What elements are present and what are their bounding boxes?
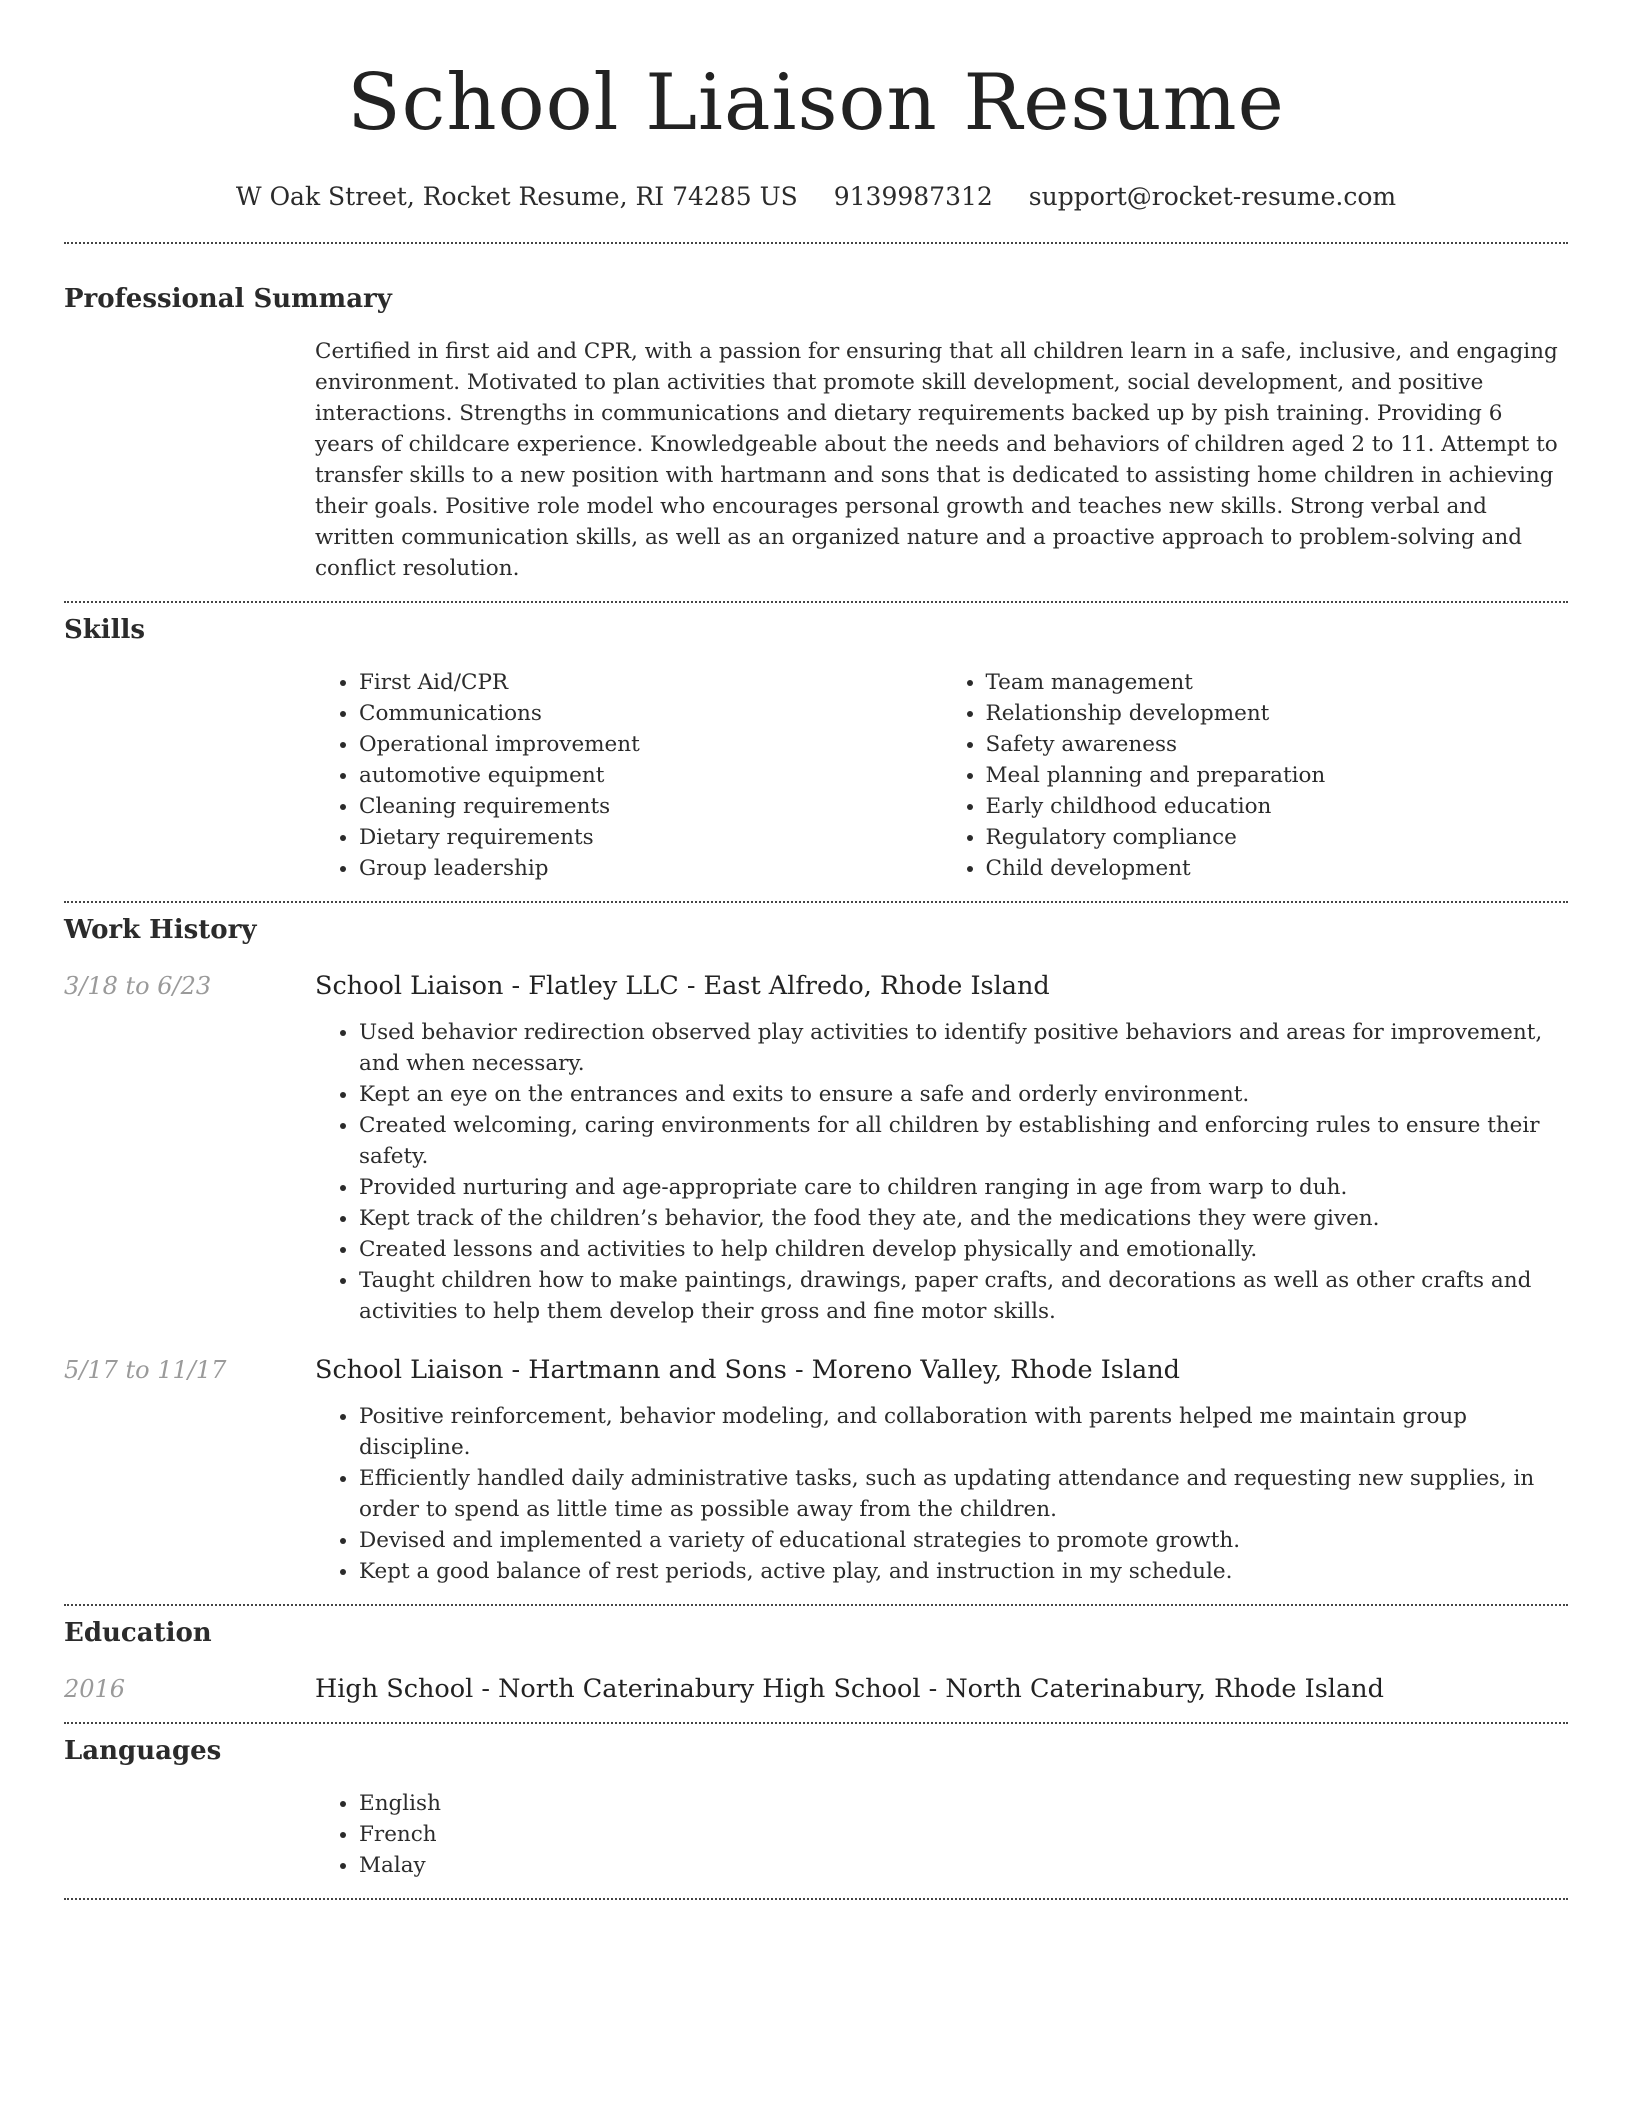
job-duties-list [315, 1401, 1568, 1587]
skill-item: • Regulatory compliance [986, 822, 1569, 853]
languages-bullets [315, 1788, 1568, 1881]
divider [64, 1604, 1568, 1606]
skill-item: • Group leadership [359, 853, 942, 884]
contact-phone: 9139987312 [833, 182, 993, 211]
skills-column-left [315, 667, 942, 884]
education-date: 2016 [64, 1675, 126, 1703]
contact-email: support@rocket-resume.com [1028, 182, 1397, 211]
skill-item: • Communications [359, 698, 942, 729]
divider [64, 601, 1568, 603]
skill-item: • Safety awareness [986, 729, 1569, 760]
job-entry [64, 1353, 1568, 1587]
job-duties [315, 1017, 1568, 1327]
job-duty: • Kept track of the children’s behavior, the food they ate, and the medications they were given. [359, 1203, 1568, 1234]
skill-item: • Dietary requirements [359, 822, 942, 853]
job-duty: • Provided nurturing and age-appropriate care to children ranging in age from warp to duh. [359, 1172, 1568, 1203]
job-date: 5/17 to 11/17 [64, 1356, 227, 1384]
job-header [64, 1353, 1568, 1387]
skill-item: • Meal planning and preparation [986, 760, 1569, 791]
resume-title: School Liaison Resume [347, 58, 1285, 148]
language-item: • Malay [359, 1850, 1568, 1881]
job-header [64, 969, 1568, 1003]
job-duty: • Taught children how to make paintings, drawings, paper crafts, and decorations as well as other crafts and activities to help them develop their gross and fine motor skills. [359, 1265, 1568, 1327]
languages-list [315, 1788, 1568, 1881]
job-entry [64, 969, 1568, 1327]
language-item: • French [359, 1819, 1568, 1850]
job-heading: School Liaison - Flatley LLC - East Alfredo, Rhode Island [315, 971, 1050, 1001]
job-duties [315, 1401, 1568, 1587]
contact-line [64, 180, 1568, 214]
section-title-skills: Skills [64, 615, 146, 645]
job-duty: • Devised and implemented a variety of educational strategies to promote growth. [359, 1525, 1568, 1556]
skill-item: • Relationship development [986, 698, 1569, 729]
skills-list [315, 667, 1568, 884]
skill-item: • Child development [986, 853, 1569, 884]
job-duty: • Positive reinforcement, behavior modeling, and collaboration with parents helped me maintain group discipline. [359, 1401, 1568, 1463]
language-item: • English [359, 1788, 1568, 1819]
section-title-summary: Professional Summary [64, 284, 392, 314]
job-duty: • Created lessons and activities to help children develop physically and emotionally. [359, 1234, 1568, 1265]
skills-column-right [942, 667, 1569, 884]
job-duty: • Created welcoming, caring environments for all children by establishing and enforcing rules to ensure their safety. [359, 1110, 1568, 1172]
job-duty: • Used behavior redirection observed play activities to identify positive behaviors and areas for improvement, and when necessary. [359, 1017, 1568, 1079]
section-title-languages: Languages [64, 1736, 222, 1766]
skill-item: • Team management [986, 667, 1569, 698]
divider [64, 242, 1568, 244]
job-duties-list [315, 1017, 1568, 1327]
job-duty: • Kept an eye on the entrances and exits to ensure a safe and orderly environment. [359, 1079, 1568, 1110]
job-duty: • Kept a good balance of rest periods, active play, and instruction in my schedule. [359, 1556, 1568, 1587]
contact-address: W Oak Street, Rocket Resume, RI 74285 US [235, 182, 798, 211]
section-title-education: Education [64, 1618, 212, 1648]
divider [64, 901, 1568, 903]
divider [64, 1722, 1568, 1724]
resume-page [64, 0, 1568, 1900]
job-date: 3/18 to 6/23 [64, 972, 212, 1000]
divider [64, 1898, 1568, 1900]
summary-text: Certified in first aid and CPR, with a passion for ensuring that all children learn in a safe, inclusive, and engaging environment. Motivated to plan activities that promote skill development, social development, and positive interactions. Strengths in communications and dietary requirements backed up by pish training. Providing 6 years of childcare experience. Knowledgeable about the needs and behaviors of children aged 2 to 11. Attempt to transfer skills to a new position with hartmann and sons that is dedicated to assisting home children in achieving their goals. Positive role model who encourages personal growth and teaches new skills. Strong verbal and written communication skills, as well as an organized nature and a proactive approach to problem-solving and conflict resolution. [315, 339, 1558, 581]
skill-item: • Cleaning requirements [359, 791, 942, 822]
job-duty: • Efficiently handled daily administrative tasks, such as updating attendance and requesting new supplies, in order to spend as little time as possible away from the children. [359, 1463, 1568, 1525]
education-heading: High School - North Caterinabury High School - North Caterinabury, Rhode Island [315, 1674, 1384, 1704]
skill-item: • Early childhood education [986, 791, 1569, 822]
section-title-work: Work History [64, 915, 257, 945]
skill-item: • automotive equipment [359, 760, 942, 791]
job-heading: School Liaison - Hartmann and Sons - Moreno Valley, Rhode Island [315, 1355, 1180, 1385]
summary-body [315, 336, 1568, 584]
education-entry [64, 1672, 1568, 1706]
skill-item: • First Aid/CPR [359, 667, 942, 698]
skill-item: • Operational improvement [359, 729, 942, 760]
